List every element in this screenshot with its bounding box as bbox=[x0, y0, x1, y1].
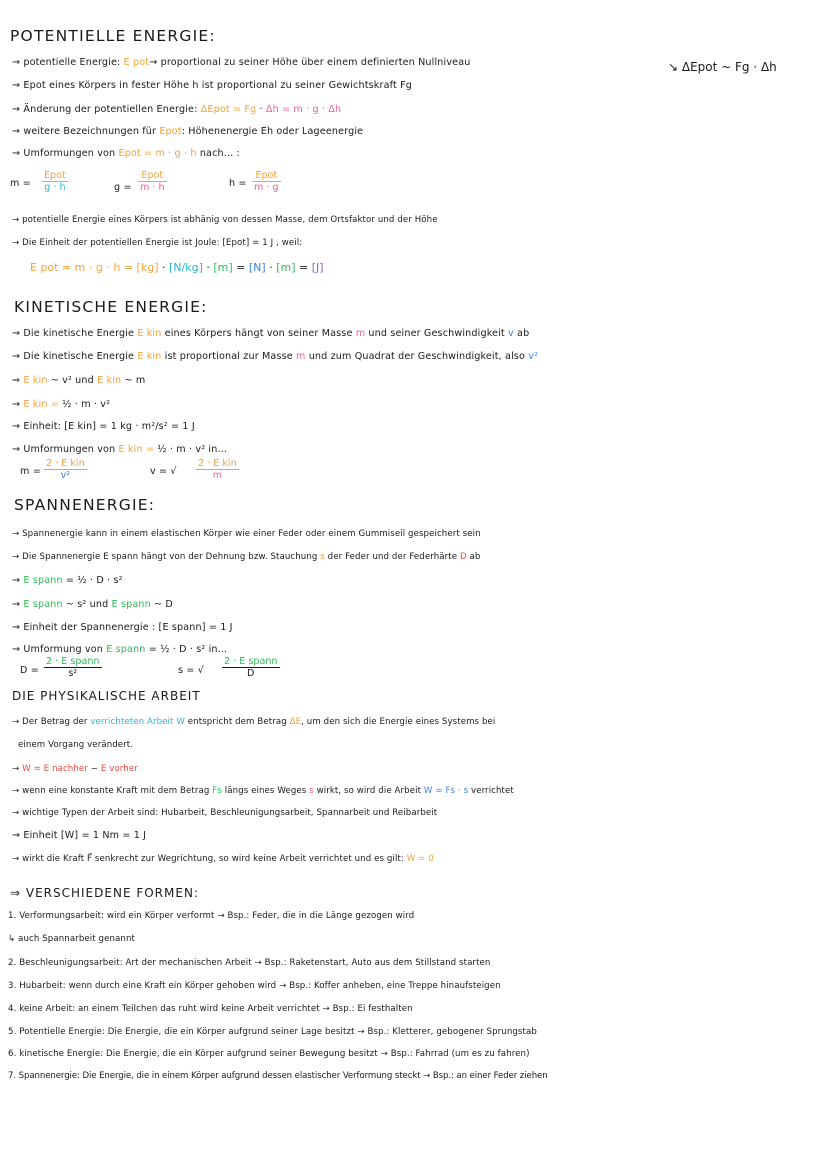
kinetic-line-3: ⇒ E kin ~ v² und E kin ~ m bbox=[12, 375, 146, 386]
forms-item-1-note: ↳ auch Spannarbeit genannt bbox=[8, 934, 135, 944]
kinetic-formula-v-lhs: v = √ bbox=[150, 466, 177, 477]
spring-line-3: → E spann = ½ · D · s² bbox=[12, 575, 123, 586]
kinetic-formula-m-fraction: 2 · E kin v² bbox=[46, 458, 85, 481]
heading-kinetic: KINETISCHE ENERGIE: bbox=[14, 298, 208, 316]
heading-potential: POTENTIELLE ENERGIE: bbox=[10, 27, 216, 45]
potential-line-1: → potentielle Energie: E pot→ proportional zu seiner Höhe über einem definierten Nullniveau bbox=[12, 57, 471, 68]
formula-g-fraction: Epot m · h bbox=[140, 170, 165, 193]
formula-g-lhs: g = bbox=[114, 182, 132, 193]
potential-line-7: → Die Einheit der potentiellen Energie ist Joule: [Epot] = 1 J , weil: bbox=[12, 238, 303, 248]
kinetic-line-4: → E kin = ½ · m · v² bbox=[12, 399, 111, 410]
side-note-delta-epot: ↘ ΔEpot ~ Fg · Δh bbox=[668, 60, 777, 74]
work-line-6: → Einheit [W] = 1 Nm = 1 J bbox=[12, 830, 147, 841]
formula-h-lhs: h = bbox=[229, 178, 247, 189]
spring-formula-s-fraction: 2 · E spann D bbox=[224, 656, 278, 679]
forms-item-3: 3. Hubarbeit: wenn durch eine Kraft ein Körper gehoben wird → Bsp.: Koffer anheben, eine Treppe hinaufsteigen bbox=[8, 981, 501, 991]
forms-item-4: 4. keine Arbeit: an einem Teilchen das ruht wird keine Arbeit verrichtet → Bsp.: Ei festhalten bbox=[8, 1004, 413, 1014]
work-line-1: → Der Betrag der verrichteten Arbeit W entspricht dem Betrag ΔE, um den sich die Energie eines Systems bei bbox=[12, 717, 496, 727]
kinetic-formula-m-lhs: m = bbox=[20, 466, 41, 477]
work-line-4: → wenn eine konstante Kraft mit dem Betrag Fs längs eines Weges s wirkt, so wird die Arbeit W = Fs · s verrichtet bbox=[12, 786, 514, 796]
formula-m-lhs: m = bbox=[10, 178, 31, 189]
work-line-5: → wichtige Typen der Arbeit sind: Hubarbeit, Beschleunigungsarbeit, Spannarbeit und Reibarbeit bbox=[12, 808, 438, 818]
spring-line-4: → E spann ~ s² und E spann ~ D bbox=[12, 599, 173, 610]
work-line-7: → wirkt die Kraft F⃗ senkrecht zur Wegrichtung, so wird keine Arbeit verrichtet und es gilt: W = 0 bbox=[12, 854, 434, 864]
forms-item-1: 1. Verformungsarbeit: wird ein Körper verformt → Bsp.: Feder, die in die Länge gezogen wird bbox=[8, 911, 415, 921]
spring-formula-d-lhs: D = bbox=[20, 665, 39, 676]
potential-line-2: → Epot eines Körpers in fester Höhe h ist proportional zu seiner Gewichtskraft Fg bbox=[12, 80, 412, 91]
forms-item-2: 2. Beschleunigungsarbeit: Art der mechanischen Arbeit → Bsp.: Raketenstart, Auto aus dem Stillstand starten bbox=[8, 958, 491, 968]
forms-item-5: 5. Potentielle Energie: Die Energie, die ein Körper aufgrund seiner Lage besitzt → Bsp.: Kletterer, gebogener Sprungstab bbox=[8, 1027, 537, 1037]
potential-line-4: → weitere Bezeichnungen für Epot: Höhenenergie Eh oder Lageenergie bbox=[12, 126, 364, 137]
kinetic-line-6: → Umformungen von E kin = ½ · m · v² in... bbox=[12, 444, 228, 455]
heading-forms: ⇒ VERSCHIEDENE FORMEN: bbox=[10, 886, 199, 900]
forms-item-7: 7. Spannenergie: Die Energie, die in einem Körper aufgrund dessen elastischer Verformung steckt → Bsp.: an einer Feder ziehen bbox=[8, 1071, 548, 1081]
kinetic-formula-v-fraction: 2 · E kin m bbox=[198, 458, 237, 481]
heading-spring: SPANNENERGIE: bbox=[14, 496, 156, 514]
kinetic-line-5: → Einheit: [E kin] = 1 kg · m²/s² = 1 J bbox=[12, 421, 195, 432]
potential-line-6: → potentielle Energie eines Körpers ist abhänig von dessen Masse, dem Ortsfaktor und der Höhe bbox=[12, 215, 438, 225]
kinetic-line-2: → Die kinetische Energie E kin ist proportional zur Masse m und zum Quadrat der Geschwindigkeit, also v² bbox=[12, 351, 539, 362]
work-line-2: einem Vorgang verändert. bbox=[18, 740, 134, 750]
formula-m-fraction: Epot g · h bbox=[44, 170, 66, 193]
heading-work: DIE PHYSIKALISCHE ARBEIT bbox=[12, 689, 201, 703]
spring-line-1: → Spannenergie kann in einem elastischen Körper wie einer Feder oder einem Gummiseil gespeichert sein bbox=[12, 529, 481, 539]
forms-item-6: 6. kinetische Energie: Die Energie, die ein Körper aufgrund seiner Bewegung besitzt → Bsp.: Fahrrad (um es zu fahren) bbox=[8, 1049, 530, 1059]
potential-line-5: → Umformungen von Epot = m · g · h nach... : bbox=[12, 148, 240, 159]
spring-line-6: → Umformung von E spann = ½ · D · s² in... bbox=[12, 644, 228, 655]
formula-h-fraction: Epot m · g bbox=[254, 170, 279, 193]
potential-unit-derivation: E pot = m · g · h = [kg] · [N/kg] · [m] = [N] · [m] = [J] bbox=[30, 261, 324, 274]
spring-formula-d-fraction: 2 · E spann s² bbox=[46, 656, 100, 679]
potential-line-3: → Änderung der potentiellen Energie: ΔEpot = Fg · Δh = m · g · Δh bbox=[12, 104, 342, 115]
spring-line-5: → Einheit der Spannenergie : [E spann] = 1 J bbox=[12, 622, 233, 633]
spring-formula-s-lhs: s = √ bbox=[178, 665, 204, 676]
work-line-3: → W = E nachher − E vorher bbox=[12, 764, 138, 774]
kinetic-line-1: → Die kinetische Energie E kin eines Körpers hängt von seiner Masse m und seiner Geschwindigkeit v ab bbox=[12, 328, 530, 339]
spring-line-2: → Die Spannenergie E spann hängt von der Dehnung bzw. Stauchung s der Feder und der Federhärte D ab bbox=[12, 552, 481, 562]
